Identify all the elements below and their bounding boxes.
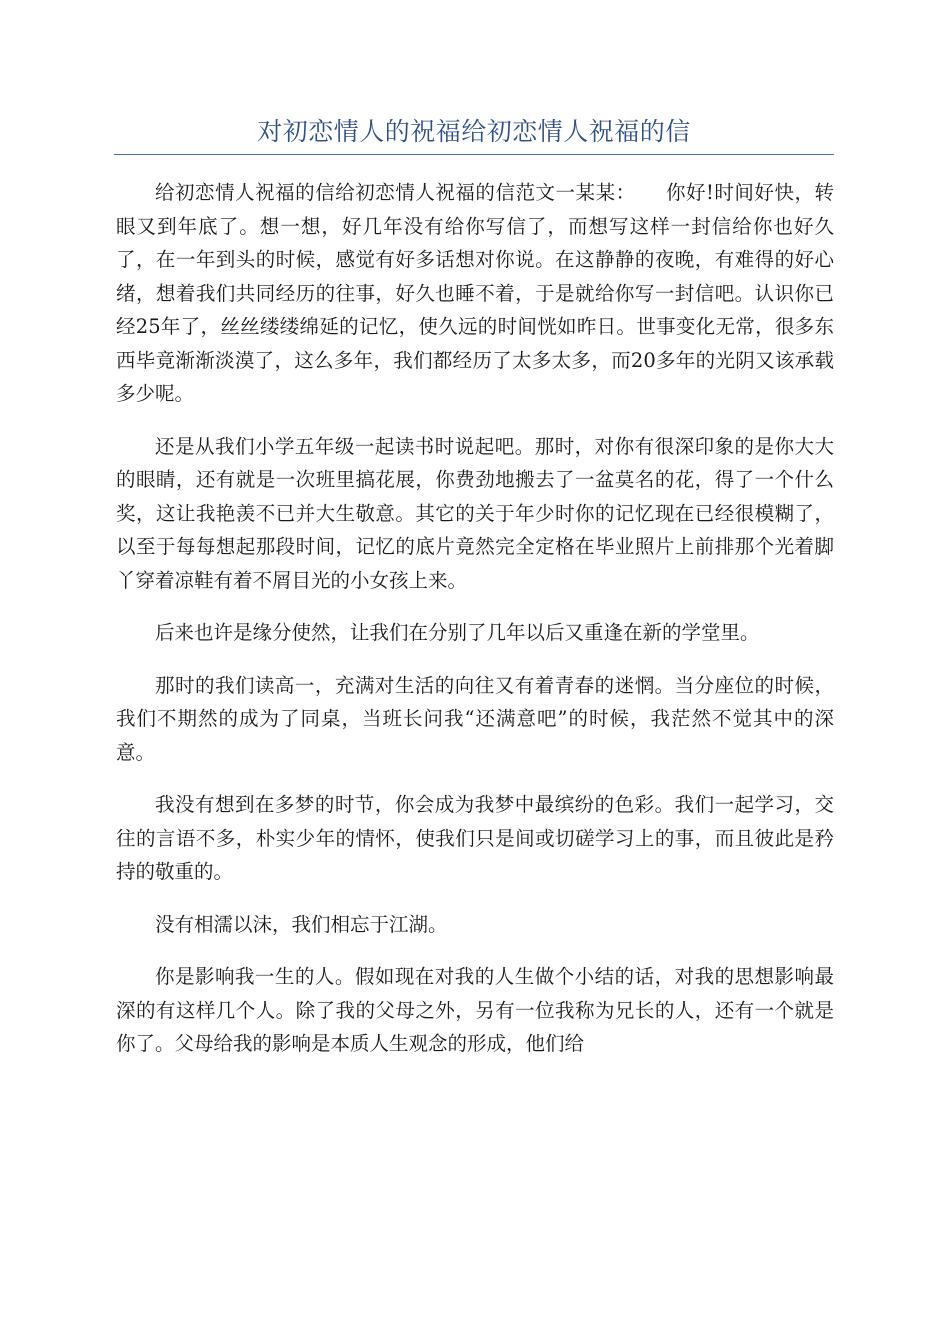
title-underline xyxy=(114,154,834,155)
document-title: 对初恋情人的祝福给初恋情人祝福的信 xyxy=(257,117,691,146)
paragraph-4: 那时的我们读高一，充满对生活的向往又有着青春的迷惘。当分座位的时候，我们不期然的成为了同桌，当班长问我“还满意吧”的时候，我茫然不觉其中的深意。 xyxy=(116,673,834,764)
paragraph-2: 还是从我们小学五年级一起读书时说起吧。那时，对你有很深印象的是你大大的眼睛，还有就是一次班里搞花展，你费劲地搬去了一盆莫名的花，得了一个什么奖，这让我艳羡不已并大生敬意。其它的关于年少时你的记忆现在已经很模糊了，以至于每每想起那段时间，记忆的底片竟然完全定格在毕业照片上前排那个光着脚丫穿着凉鞋有着不屑目光的小女孩上来。 xyxy=(116,434,834,592)
paragraph-5: 我没有想到在多梦的时节，你会成为我梦中最缤纷的色彩。我们一起学习，交往的言语不多，朴实少年的情怀，使我们只是间或切磋学习上的事，而且彼此是矜持的敬重的。 xyxy=(116,793,834,883)
paragraph-7: 你是影响我一生的人。假如现在对我的人生做个小结的话，对我的思想影响最深的有这样几个人。除了我的父母之外，另有一位我称为兄长的人，还有一个就是你了。父母给我的影响是本质人生观念的形成，他们给 xyxy=(116,965,834,1055)
document-body xyxy=(116,176,834,1080)
paragraph-6: 没有相濡以沫，我们相忘于江湖。 xyxy=(155,912,448,936)
paragraph-1: 给初恋情人祝福的信给初恋情人祝福的信范文一某某： 你好!时间好快，转眼又到年底了。想一想，好几年没有给你写信了，而想写这样一封信给你也好久了，在一年到头的时候，感觉有好多话想对你说。在这静静的夜晚，有难得的好心绪，想着我们共同经历的往事，好久也睡不着，于是就给你写一封信吧。认识你已经25年了，丝丝缕缕绵延的记忆，使久远的时间恍如昨日。世事变化无常，很多东西毕竟渐渐淡漠了，这么多年，我们都经历了太多太多，而20多年的光阴又该承载多少呢。 xyxy=(116,181,834,405)
paragraph-3: 后来也许是缘分使然，让我们在分别了几年以后又重逢在新的学堂里。 xyxy=(155,621,760,644)
